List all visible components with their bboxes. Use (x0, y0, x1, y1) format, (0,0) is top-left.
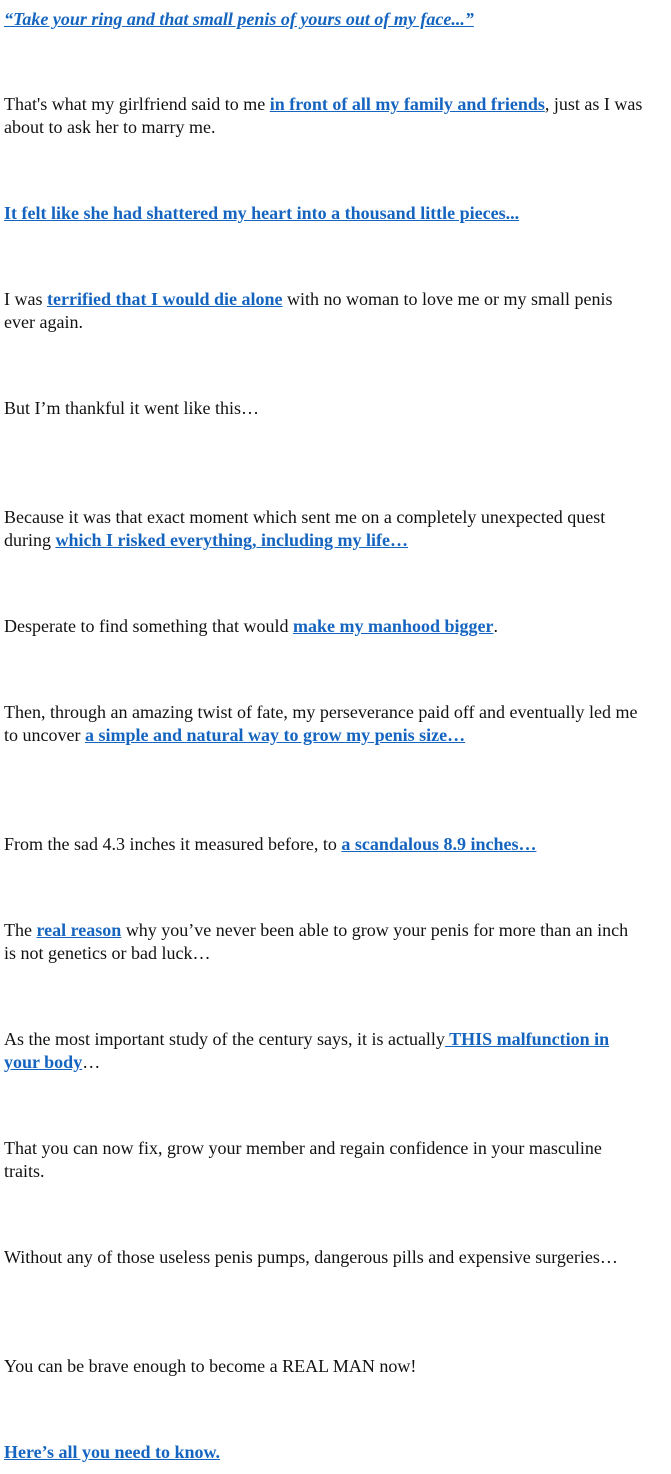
inches-link[interactable]: a scandalous 8.9 inches… (341, 834, 537, 854)
risked-everything-link[interactable]: which I risked everything, including my life… (55, 530, 409, 550)
text-before: From the sad 4.3 inches it measured before, to (4, 834, 342, 854)
text-after: , just as I was about to ask her to marry me. (4, 94, 643, 137)
text-before: Because it was that exact moment which sent me on a completely unexpected quest during (4, 507, 606, 550)
manhood-bigger-link[interactable]: make my manhood bigger (292, 616, 494, 636)
paragraph-twist-of-fate (4, 701, 644, 747)
real-man-text: You can be brave enough to become a REAL MAN now! (4, 1356, 417, 1376)
quote-link[interactable]: “Take your ring and that small penis of yours out of my face...” (4, 9, 474, 29)
paragraph-without (4, 1246, 644, 1269)
text-before: That's what my girlfriend said to me (4, 94, 270, 114)
malfunction-link[interactable]: THIS malfunction in your body (4, 1029, 610, 1072)
paragraph-quest (4, 506, 644, 552)
text-before: Then, through an amazing twist of fate, my perseverance paid off and eventually led me to uncover (4, 702, 638, 745)
paragraph-inches (4, 833, 644, 856)
fix-text: That you can now fix, grow your member and regain confidence in your masculine traits. (4, 1138, 602, 1181)
thankful-text: But I’m thankful it went like this… (4, 398, 259, 418)
text-before: I was (4, 289, 47, 309)
paragraph-study (4, 1028, 644, 1074)
cta-link[interactable]: Here’s all you need to know. (4, 1442, 221, 1462)
text-before: Desperate to find something that would (4, 616, 293, 636)
text-before: The (4, 920, 37, 940)
terrified-link[interactable]: terrified that I would die alone (47, 289, 283, 309)
heart-link[interactable]: It felt like she had shattered my heart into a thousand little pieces... (4, 203, 520, 223)
text-before: As the most important study of the century says, it is actually (4, 1029, 445, 1049)
paragraph-fix (4, 1137, 644, 1183)
text-after: with no woman to love me or my small penis ever again. (4, 289, 613, 332)
paragraph-real-reason (4, 919, 644, 965)
paragraph-heart (4, 202, 644, 225)
family-friends-link[interactable]: in front of all my family and friends (269, 94, 545, 114)
paragraph-girlfriend (4, 93, 644, 139)
without-text: Without any of those useless penis pumps, dangerous pills and expensive surgeries… (4, 1247, 618, 1267)
text-after: why you’ve never been able to grow your penis for more than an inch is not genetics or bad luck… (4, 920, 629, 963)
paragraph-cta (4, 1441, 644, 1464)
paragraph-desperate (4, 615, 644, 638)
paragraph-thankful (4, 397, 644, 420)
paragraph-quote (4, 8, 644, 31)
text-after: … (82, 1052, 101, 1072)
real-reason-link[interactable]: real reason (36, 920, 122, 940)
paragraph-terrified (4, 288, 644, 334)
text-after: . (493, 616, 498, 636)
paragraph-real-man (4, 1355, 644, 1378)
natural-way-link[interactable]: a simple and natural way to grow my penis size… (84, 725, 466, 745)
